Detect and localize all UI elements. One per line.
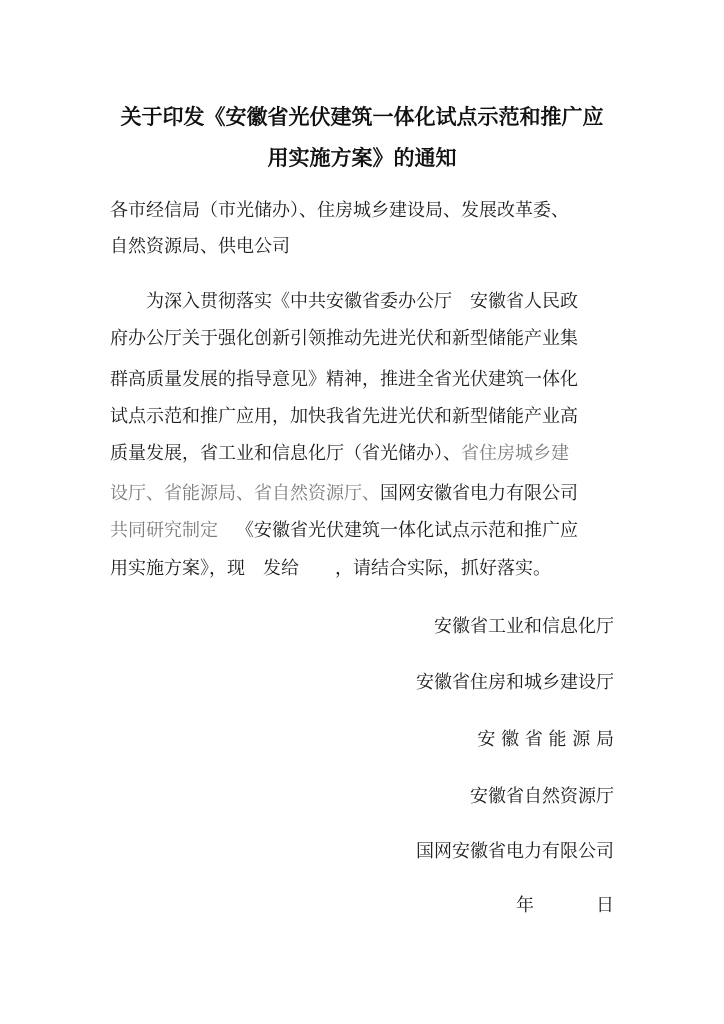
document-title-line-2: 用实施方案》的通知 (267, 146, 457, 170)
signatory-industry-dept: 安徽省工业和信息化厅 (434, 616, 614, 637)
body-line-5-text: 质量发展，省工业和信息化厅（省光储办）、 (110, 443, 461, 464)
body-line-5-gray-text: 省住房城乡建 (461, 443, 569, 464)
body-line-4: 试点示范和推广应用，加快我省先进光伏和新型储能产业高 (110, 406, 578, 427)
date-year: 年 (516, 895, 534, 916)
body-line-6-gray-text: 设厅、省能源局、省自然资源厅、 (110, 483, 380, 504)
body-line-2: 府办公厅关于强化创新引领推动先进光伏和新型储能产业集 (110, 328, 578, 349)
signatory-resources-dept: 安徽省自然资源厅 (470, 786, 614, 807)
body-line-7-text: 《安徽省光伏建筑一体化试点示范和推广应 (236, 520, 578, 541)
body-line-1: 为深入贯彻落实《中共安徽省委办公厅 安徽省人民政 (146, 291, 578, 312)
recipients-line-1: 各市经信局（市光储办）、住房城乡建设局、发展改革委、 (110, 200, 569, 221)
body-line-6 (110, 483, 578, 505)
signatory-energy-bureau: 安 徽 省 能 源 局 (477, 729, 614, 750)
recipients-line-2: 自然资源局、供电公司 (110, 236, 290, 257)
body-line-7-gray-text: 共同研究制定 (110, 520, 218, 541)
body-line-5 (110, 443, 569, 465)
body-line-7 (110, 520, 578, 542)
signatory-grid-company: 国网安徽省电力有限公司 (416, 841, 614, 862)
document-title-line-1: 关于印发《安徽省光伏建筑一体化试点示范和推广应 (120, 105, 604, 129)
body-line-3: 群高质量发展的指导意见》精神，推进全省光伏建筑一体化 (110, 369, 578, 390)
body-line-6-text: 国网安徽省电力有限公司 (380, 483, 578, 504)
date-day: 日 (596, 895, 614, 916)
body-line-8: 用实施方案》，现 发给 ，请结合实际，抓好落实。 (110, 558, 551, 579)
signatory-housing-dept: 安徽省住房和城乡建设厅 (416, 672, 614, 693)
